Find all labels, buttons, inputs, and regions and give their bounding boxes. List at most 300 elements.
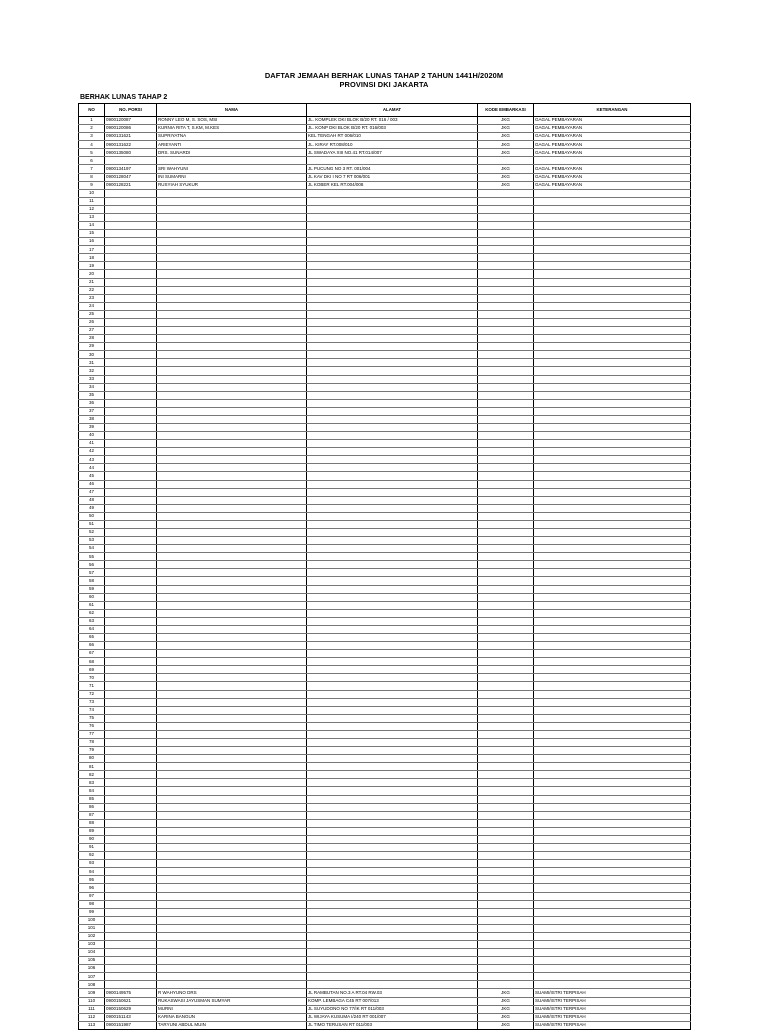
table-row [79,892,691,900]
cell-nama [157,480,307,488]
cell-embarkasi [478,965,534,973]
cell-nama [157,739,307,747]
cell-keterangan [534,763,691,771]
cell-no: 26 [79,318,105,326]
cell-keterangan [534,520,691,528]
cell-no: 53 [79,537,105,545]
cell-keterangan [534,609,691,617]
cell-no: 83 [79,779,105,787]
cell-no: 7 [79,165,105,173]
cell-nama [157,908,307,916]
cell-porsi [105,706,157,714]
jemaah-table [78,103,691,1030]
cell-keterangan [534,262,691,270]
cell-embarkasi [478,545,534,553]
cell-keterangan [534,949,691,957]
cell-no: 113 [79,1021,105,1029]
cell-alamat [307,763,478,771]
cell-embarkasi [478,844,534,852]
cell-alamat [307,682,478,690]
cell-porsi [105,835,157,843]
cell-keterangan [534,197,691,205]
table-row [79,949,691,957]
cell-embarkasi [478,884,534,892]
cell-no: 93 [79,860,105,868]
cell-porsi [105,423,157,431]
table-row [79,1005,691,1013]
table-row [79,246,691,254]
cell-alamat [307,553,478,561]
cell-no: 9 [79,181,105,189]
cell-nama [157,932,307,940]
cell-porsi [105,924,157,932]
cell-alamat [307,302,478,310]
cell-porsi [105,617,157,625]
cell-nama [157,205,307,213]
cell-alamat: KEL TENGAH RT 006/010 [307,133,478,141]
cell-no: 6 [79,157,105,165]
cell-embarkasi [478,957,534,965]
cell-alamat [307,310,478,318]
cell-embarkasi: JKG [478,165,534,173]
cell-porsi [105,981,157,989]
table-row [79,730,691,738]
table-row [79,149,691,157]
cell-alamat: JL. KONP DKI BLOK B/20 RT. 016/003 [307,125,478,133]
table-row [79,940,691,948]
cell-keterangan [534,537,691,545]
cell-embarkasi [478,197,534,205]
cell-nama [157,860,307,868]
table-row [79,528,691,536]
table-row [79,625,691,633]
cell-porsi [105,528,157,536]
table-row [79,747,691,755]
cell-keterangan: GAGAL PEMBAYARAN [534,165,691,173]
cell-alamat [307,448,478,456]
cell-no: 40 [79,432,105,440]
cell-embarkasi [478,213,534,221]
cell-alamat [307,399,478,407]
cell-nama [157,246,307,254]
cell-nama [157,965,307,973]
table-row [79,682,691,690]
cell-alamat: JL KOBER KEL RT.004/008 [307,181,478,189]
cell-embarkasi [478,730,534,738]
cell-nama [157,553,307,561]
cell-porsi [105,634,157,642]
cell-alamat [307,593,478,601]
table-row [79,957,691,965]
cell-embarkasi [478,399,534,407]
table-row [79,230,691,238]
cell-embarkasi [478,520,534,528]
cell-keterangan [534,852,691,860]
cell-keterangan [534,238,691,246]
cell-keterangan [534,343,691,351]
table-row [79,125,691,133]
cell-embarkasi [478,432,534,440]
cell-alamat: JL RAMBUTAN NO.3 A RT.04 RW.03 [307,989,478,997]
cell-alamat [307,981,478,989]
table-row [79,504,691,512]
cell-porsi [105,310,157,318]
table-row [79,302,691,310]
cell-nama [157,545,307,553]
cell-porsi: 0900134197 [105,165,157,173]
cell-nama [157,827,307,835]
cell-porsi [105,205,157,213]
cell-nama: MURNI [157,1005,307,1013]
cell-keterangan [534,981,691,989]
table-row [79,286,691,294]
cell-keterangan [534,157,691,165]
cell-porsi [105,569,157,577]
cell-keterangan [534,642,691,650]
cell-porsi [105,270,157,278]
cell-keterangan [534,884,691,892]
table-row [79,844,691,852]
cell-porsi [105,383,157,391]
cell-no: 58 [79,577,105,585]
cell-nama: RUSYIAH SYUKUR [157,181,307,189]
cell-embarkasi [478,593,534,601]
cell-keterangan [534,957,691,965]
cell-embarkasi: JKG [478,133,534,141]
cell-embarkasi [478,157,534,165]
cell-porsi [105,488,157,496]
cell-keterangan [534,415,691,423]
cell-no: 16 [79,238,105,246]
cell-porsi [105,811,157,819]
cell-keterangan [534,278,691,286]
cell-embarkasi [478,504,534,512]
table-row [79,965,691,973]
cell-embarkasi [478,706,534,714]
cell-keterangan [534,795,691,803]
cell-alamat [307,318,478,326]
cell-embarkasi [478,852,534,860]
cell-porsi [105,375,157,383]
cell-porsi [105,448,157,456]
cell-no: 62 [79,609,105,617]
table-row [79,642,691,650]
cell-alamat: JL KAV DKI I NO 7 RT 006/001 [307,173,478,181]
cell-nama [157,916,307,924]
cell-keterangan [534,601,691,609]
cell-alamat [307,868,478,876]
table-row [79,335,691,343]
cell-keterangan [534,940,691,948]
cell-alamat [307,722,478,730]
cell-no: 101 [79,924,105,932]
cell-alamat [307,957,478,965]
cell-porsi [105,787,157,795]
cell-nama [157,730,307,738]
cell-nama [157,819,307,827]
cell-porsi [105,230,157,238]
cell-no: 10 [79,189,105,197]
table-row [79,488,691,496]
cell-porsi [105,779,157,787]
cell-no: 70 [79,674,105,682]
cell-nama [157,157,307,165]
table-row [79,908,691,916]
cell-embarkasi [478,262,534,270]
cell-embarkasi [478,375,534,383]
cell-keterangan [534,803,691,811]
cell-alamat [307,642,478,650]
cell-keterangan [534,771,691,779]
cell-keterangan: SUAMI/ISTRI TERPISAH [534,1005,691,1013]
cell-porsi: 0900149575 [105,989,157,997]
cell-alamat [307,771,478,779]
cell-embarkasi [478,787,534,795]
cell-keterangan [534,383,691,391]
cell-keterangan [534,294,691,302]
cell-alamat [307,528,478,536]
cell-porsi [105,504,157,512]
cell-alamat [307,755,478,763]
table-row [79,553,691,561]
table-row [79,787,691,795]
cell-keterangan [534,973,691,981]
cell-keterangan: GAGAL PEMBAYARAN [534,117,691,125]
cell-nama [157,351,307,359]
cell-embarkasi [478,981,534,989]
cell-alamat [307,844,478,852]
cell-porsi [105,407,157,415]
cell-no: 33 [79,375,105,383]
cell-nama [157,722,307,730]
cell-porsi [105,432,157,440]
cell-embarkasi [478,666,534,674]
cell-nama [157,407,307,415]
cell-nama [157,811,307,819]
cell-no: 94 [79,868,105,876]
cell-no: 95 [79,876,105,884]
cell-alamat [307,949,478,957]
cell-porsi [105,545,157,553]
cell-alamat [307,343,478,351]
cell-embarkasi [478,254,534,262]
cell-alamat [307,916,478,924]
cell-embarkasi [478,383,534,391]
cell-embarkasi [478,940,534,948]
cell-keterangan [534,819,691,827]
cell-no: 21 [79,278,105,286]
cell-keterangan [534,310,691,318]
table-row [79,318,691,326]
cell-keterangan [534,892,691,900]
table-row [79,852,691,860]
cell-alamat: KOMP. LEMBAGA C45 RT 007/013 [307,997,478,1005]
cell-porsi [105,189,157,197]
cell-porsi [105,730,157,738]
cell-no: 30 [79,351,105,359]
table-row [79,520,691,528]
cell-porsi [105,302,157,310]
cell-keterangan [534,286,691,294]
cell-porsi [105,213,157,221]
cell-nama [157,650,307,658]
cell-alamat [307,205,478,213]
cell-no: 31 [79,359,105,367]
cell-nama [157,666,307,674]
cell-porsi [105,577,157,585]
table-row [79,1021,691,1029]
cell-no: 29 [79,343,105,351]
cell-porsi [105,537,157,545]
table-row [79,650,691,658]
cell-no: 23 [79,294,105,302]
cell-alamat [307,730,478,738]
cell-embarkasi [478,803,534,811]
cell-alamat [307,739,478,747]
cell-nama [157,585,307,593]
cell-keterangan [534,391,691,399]
cell-nama [157,609,307,617]
cell-nama [157,981,307,989]
cell-alamat [307,625,478,633]
table-row [79,391,691,399]
cell-keterangan [534,577,691,585]
cell-alamat [307,383,478,391]
cell-embarkasi [478,343,534,351]
cell-keterangan [534,561,691,569]
cell-alamat [307,674,478,682]
cell-no: 75 [79,714,105,722]
table-row [79,133,691,141]
cell-embarkasi [478,916,534,924]
cell-no: 12 [79,205,105,213]
cell-alamat [307,884,478,892]
cell-embarkasi: JKG [478,1013,534,1021]
table-row [79,601,691,609]
cell-keterangan [534,876,691,884]
cell-keterangan [534,335,691,343]
cell-porsi [105,666,157,674]
cell-embarkasi [478,318,534,326]
cell-embarkasi [478,795,534,803]
cell-embarkasi: JKG [478,173,534,181]
cell-embarkasi [478,528,534,536]
cell-no: 80 [79,755,105,763]
cell-porsi: 0900151987 [105,1021,157,1029]
cell-porsi [105,690,157,698]
cell-no: 19 [79,262,105,270]
cell-porsi [105,585,157,593]
cell-no: 82 [79,771,105,779]
cell-embarkasi [478,747,534,755]
cell-porsi [105,601,157,609]
cell-nama [157,617,307,625]
cell-alamat [307,601,478,609]
cell-nama [157,892,307,900]
cell-embarkasi [478,771,534,779]
cell-alamat: JL. KOMPLEK DKI BLOK B/20 RT. 016 / 003 [307,117,478,125]
table-row [79,981,691,989]
cell-alamat [307,908,478,916]
table-row [79,157,691,165]
cell-no: 90 [79,835,105,843]
cell-keterangan [534,423,691,431]
cell-embarkasi [478,860,534,868]
cell-alamat [307,238,478,246]
cell-keterangan [534,932,691,940]
cell-porsi [105,262,157,270]
cell-no: 63 [79,617,105,625]
cell-no: 17 [79,246,105,254]
cell-alamat [307,472,478,480]
cell-nama [157,359,307,367]
cell-embarkasi [478,722,534,730]
cell-alamat [307,488,478,496]
cell-embarkasi [478,658,534,666]
cell-keterangan [534,553,691,561]
cell-porsi [105,456,157,464]
table-row [79,165,691,173]
cell-nama [157,747,307,755]
cell-alamat [307,230,478,238]
cell-nama: ARIEYANTI [157,141,307,149]
cell-porsi [105,642,157,650]
cell-no: 49 [79,504,105,512]
table-row [79,739,691,747]
cell-nama [157,496,307,504]
table-row [79,222,691,230]
cell-no: 81 [79,763,105,771]
cell-keterangan [534,706,691,714]
table-row [79,585,691,593]
cell-alamat [307,415,478,423]
cell-nama [157,763,307,771]
cell-nama [157,957,307,965]
cell-no: 77 [79,730,105,738]
cell-keterangan [534,634,691,642]
cell-alamat [307,407,478,415]
cell-keterangan [534,189,691,197]
cell-embarkasi [478,472,534,480]
table-row [79,593,691,601]
cell-nama [157,440,307,448]
cell-nama [157,690,307,698]
cell-embarkasi [478,973,534,981]
cell-nama [157,464,307,472]
cell-no: 46 [79,480,105,488]
cell-alamat [307,222,478,230]
cell-embarkasi [478,908,534,916]
cell-alamat: JL TIMO TERUSAN RT 011/003 [307,1021,478,1029]
cell-alamat [307,213,478,221]
cell-nama [157,310,307,318]
cell-nama: SUPRIYATNA [157,133,307,141]
cell-keterangan [534,844,691,852]
cell-embarkasi [478,601,534,609]
cell-porsi [105,698,157,706]
cell-embarkasi [478,876,534,884]
cell-embarkasi [478,359,534,367]
cell-porsi [105,367,157,375]
cell-nama [157,302,307,310]
cell-alamat [307,747,478,755]
cell-keterangan [534,835,691,843]
cell-no: 97 [79,892,105,900]
cell-alamat [307,512,478,520]
cell-alamat [307,714,478,722]
cell-nama: TARYUNI ABDUL MUIN [157,1021,307,1029]
table-row [79,205,691,213]
